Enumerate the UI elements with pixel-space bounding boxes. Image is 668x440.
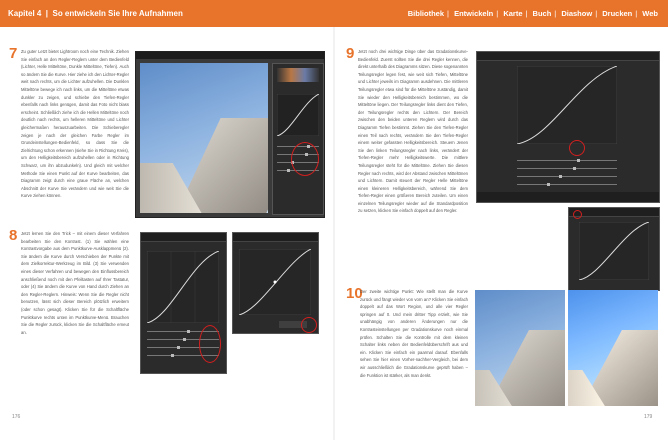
tone-curve-panel-zoom xyxy=(568,207,660,291)
photo-after xyxy=(568,290,658,406)
nav-buch: Buch xyxy=(532,9,552,18)
highlight-circle-zoom xyxy=(573,210,582,219)
step-9-text: Jetzt noch drei wichtige Dinge über das Gradationskurve-Bedienfeld. Zuerst sollten Sie die drei Regler kennen, die direkt unterhalb des Diagramms sitzen. Diese sogenannten Teilungsregler legen fest, wie weit sich Tiefen, Mitteltöne und Lichter jeweils im Diagramm ausdehnen. Die mittleren Teilungsregler etwa sind für die Mitteltöne zuständig, damit Sie wieder den Helligkeitsbereich bestimmen, wo die Mitteltöne liegen. Der Teilungsregler links dient den Tiefen, der Teilungsregler rechts den Lichtern. Der Bereich zwischen den beiden unteren Reglern wird durch das Diagramm Tiefen bestimmt. Ziehen Sie den Tiefen-Regler einen Teil nach rechts, verändern Sie den Tiefen-Regler einem weiter gefassten Helligkeitsbereich. Steuern Jenen Sie den linken Teilungsregler nach links, verändert der Tiefen-Regler mehr Helligkeitswerte. Die mittlere Teilungsregler steht für die Mitteltöne. Ziehen Sie diesen Regler nach rechts, wird der Abstand zwischen Mitteltönen und Lichtern. Damit steuert der Regler Helle Mitteltöne einen kleineren Helligkeitsbereich, während Sie dem Tiefen-Regler einen größeren Bereich zuteilen. Um einen einzelnen Teilungsregler wieder auf die Standardposition zu setzen, klicken Sie einfach doppelt auf den Regler. xyxy=(358,49,468,214)
photo-building-sky xyxy=(140,63,268,213)
curve-graph xyxy=(277,94,319,136)
nav-karte: Karte xyxy=(503,9,523,18)
highlight-circle-step9 xyxy=(569,140,585,156)
step-number-7: 7 xyxy=(9,45,18,62)
lightroom-screenshot-step7 xyxy=(135,51,325,218)
tone-curve-panel xyxy=(272,63,324,215)
chapter-header-bar xyxy=(0,0,668,27)
highlight-circle-b xyxy=(301,317,317,333)
tone-curve-panel-step9 xyxy=(476,51,660,203)
nav-diashow: Diashow xyxy=(561,9,593,18)
module-nav: Bibliothek | Entwickeln | Karte | Buch | Diashow | Drucken | Web xyxy=(407,9,658,18)
page-gutter xyxy=(333,27,335,440)
highlight-circle xyxy=(291,142,319,176)
chapter-label: Kapitel 4 | So entwickeln Sie Ihre Aufnahmen xyxy=(8,9,183,18)
chapter-number: Kapitel 4 xyxy=(8,9,42,18)
page-number-right: 179 xyxy=(644,414,653,420)
nav-bibliothek: Bibliothek xyxy=(407,9,445,18)
step-number-8: 8 xyxy=(9,227,18,244)
curve-graph-a xyxy=(147,251,219,323)
nav-drucken: Drucken xyxy=(602,9,633,18)
photo-before xyxy=(475,290,565,406)
chapter-title: So entwickeln Sie Ihre Aufnahmen xyxy=(52,9,183,18)
step-8-text: Jetzt lernen Sie den Trick – mit einem dieser Verfahren bearbeiten Sie den Kontrast. (1) Sie wählen eine Kontrastvorgabe aus dem Punktkurve-Ausklappmenü (2). Sie ändern die Kurve durch Verschieben der Punkte mit dem Zielkorrektur-Werkzeug im Bild. (3) Sie verwenden eines dieser Verfahren und bewegen den Einflussbereich anschließend noch mit den Pfeiltasten auf Ihrer Tastatur, oder (4) Sie ändern die Kurve von Hand durch Ziehen an den Regler-Reglern. Hinweis: Wenn Sie die Regler nicht benutzen, lässt sich dieser Bereich plötzlich erweitern (oder schon gesagt). Klicken Sie für die Schaltfläche Punktkurve rechts unten im Punktkurve-Menü. Brauchen Sie die Regler zurück, klicken Sie die Schaltfläche erneut an. xyxy=(21,231,129,335)
step-number-9: 9 xyxy=(346,45,355,62)
tone-curve-panel-b xyxy=(232,232,319,334)
curve-graph-zoom xyxy=(579,222,649,280)
nav-web: Web xyxy=(642,9,658,18)
step-7-text: Zu guter Letzt bietet Lightroom noch eine Technik. Ziehen Sie einfach an den Regler-Reglern unter dem Bedienfeld (Lichter, Helle Mitteltöne, Dunkle Mitteltöne, Tiefen). Auch so ändern Sie die Kurve. Hier ziehe ich den Lichter-Regler weit nach rechts, um die Lichter aufzuhellen. Die Dunklen Mitteltöne bewege ich nach links, um die Mitteltöne etwas dunkler zu zeigen, und schiebe den Tiefen-Regler ebenfalls nach links genügen, damit das Foto nicht blass erscheint. Schließlich ziehe ich die Hellen Mitteltöne noch deutlich nach rechts, um helleren Mitteltöne und Lichter gleichermaßen herauszuarbeiten. Die Schieberegler zeigen je nach der gleichen Farbe Regler im Grundeinstellungen-Bedienfeld, so dass Sie die Zielrichtung schon erkennen (siehe Sie in Richtung Kreis), um den Helligkeitsbereich aufzuhellen oder in Richtung Schwarz, um ihn abzudunkeln). Und gleich mit welcher Methode Sie einen Punkt auf der Kurve bearbeiten, das Diagramm zeigt durch eine graue Fläche an, welchen Abschnitt der Kurve Sie verändern und wie weit Sie die Kurve ziehen können. xyxy=(21,49,129,199)
nav-entwickeln: Entwickeln xyxy=(454,9,494,18)
step-number-10: 10 xyxy=(346,285,363,302)
curve-graph-step9 xyxy=(517,66,617,144)
step-10-text: Der zweite wichtige Punkt: Wie stellt man die Kurve zurück und fängt wieder von vorn an? Klicken Sie einfach doppelt auf das Wort Region, und alle vier Regler springen auf 0. Und mein dritter Tipp erzielt, wie Sie unabhängig von anderen Änderungen nur die Kontrasteinstellungen per Gradationskurve noch einmal prüfen. Schalten Sie die Kontrolle mit dem kleinen Schalter links neben der Bedienfeldüberschrift aus und ein. Klicken Sie einfach ein paarmal darauf. Ebenfalls sehen Sie hier einen Vorher-nachher-Vergleich, bei dem wir ausschließlich die Gradationskurve geprüft haben – die Funktion ist stärker, als man denkt. xyxy=(360,289,468,378)
curve-graph-b xyxy=(239,249,311,315)
tone-curve-panel-a xyxy=(140,232,227,374)
highlight-circle-a xyxy=(199,325,221,363)
page-number-left: 176 xyxy=(12,414,21,420)
